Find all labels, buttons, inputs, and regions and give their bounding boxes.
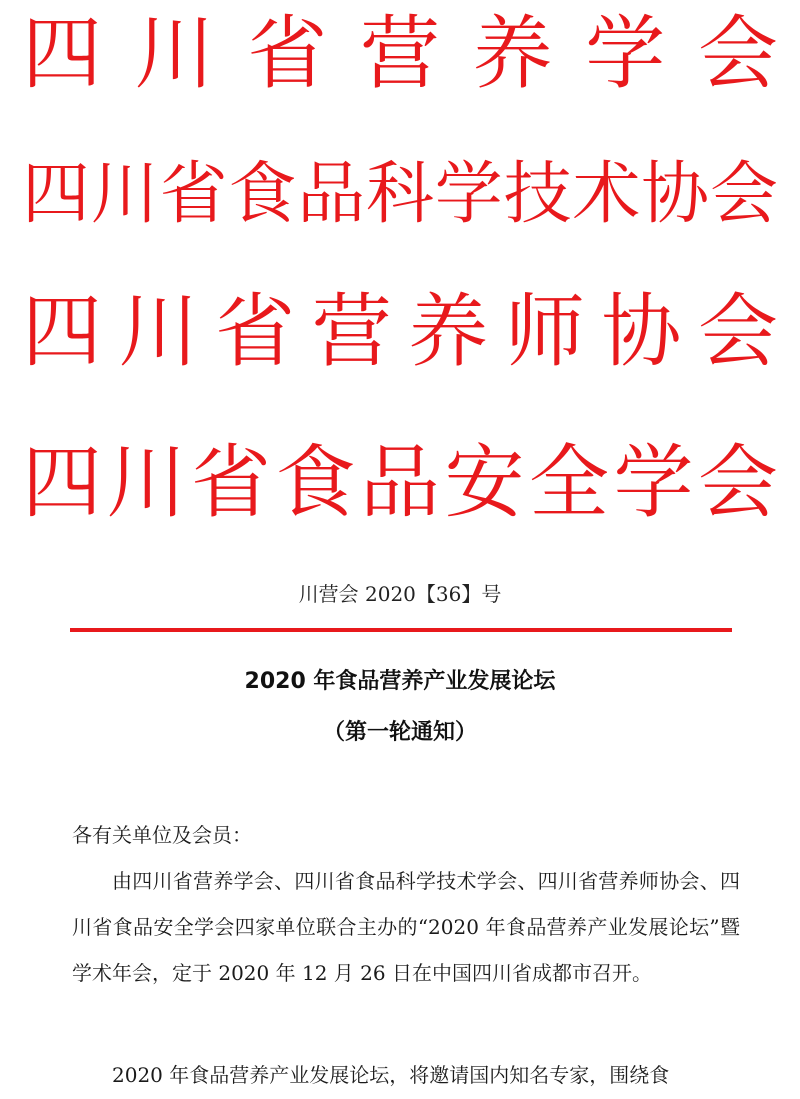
org-char: 营 [311, 285, 392, 378]
org-name-food-safety-society [22, 433, 778, 533]
org-char: 养 [408, 285, 489, 378]
org-char: 品 [360, 436, 440, 529]
org-char: 川 [134, 7, 215, 100]
org-char: 技 [503, 155, 572, 234]
org-char: 会 [697, 7, 778, 100]
red-divider-line [70, 628, 732, 632]
org-char: 术 [572, 155, 641, 234]
org-char: 会 [698, 436, 778, 529]
org-char: 科 [365, 155, 434, 234]
org-name-food-science-association [22, 145, 778, 245]
org-char: 食 [228, 155, 297, 234]
org-char: 省 [247, 7, 328, 100]
body-paragraph: 2020 年食品营养产业发展论坛，将邀请国内知名专家，围绕食 [112, 1063, 670, 1087]
salutation: 各有关单位及会员： [72, 823, 252, 847]
org-char: 省 [159, 155, 228, 234]
org-char: 四 [22, 436, 102, 529]
org-char: 养 [472, 7, 553, 100]
org-name-dietitian-association [22, 282, 778, 382]
org-char: 全 [529, 436, 609, 529]
org-char: 省 [191, 436, 271, 529]
org-char: 品 [297, 155, 366, 234]
org-char: 省 [215, 285, 296, 378]
notice-title: 2020 年食品营养产业发展论坛 [244, 669, 556, 694]
org-name-nutrition-society [22, 4, 778, 104]
org-char: 会 [697, 285, 778, 378]
org-char: 协 [641, 155, 710, 234]
org-char: 学 [613, 436, 694, 529]
org-char: 川 [106, 436, 187, 529]
org-char: 安 [444, 436, 525, 529]
org-char: 学 [434, 155, 503, 234]
org-char: 食 [275, 436, 356, 529]
body-paragraph: 由四川省营养学会、四川省食品科学技术学会、四川省营养师协会、四川省食品安全学会四家单位联合主办的“2020 年食品营养产业发展论坛”暨学术年会，定于 2020 年 12 月 26 日在中国四川省成都市召开。 [72, 869, 740, 985]
org-char: 川 [118, 285, 199, 378]
org-char: 四 [22, 285, 102, 378]
org-char: 师 [504, 285, 585, 378]
org-char: 学 [585, 7, 666, 100]
notice-subtitle: （第一轮通知） [322, 720, 477, 745]
org-char: 会 [709, 155, 778, 234]
document-number: 川营会 2020【36】号 [298, 582, 502, 606]
org-char: 营 [359, 7, 440, 100]
org-char: 四 [22, 155, 91, 234]
org-char: 四 [22, 7, 102, 100]
org-char: 协 [601, 285, 682, 378]
org-char: 川 [90, 155, 159, 234]
